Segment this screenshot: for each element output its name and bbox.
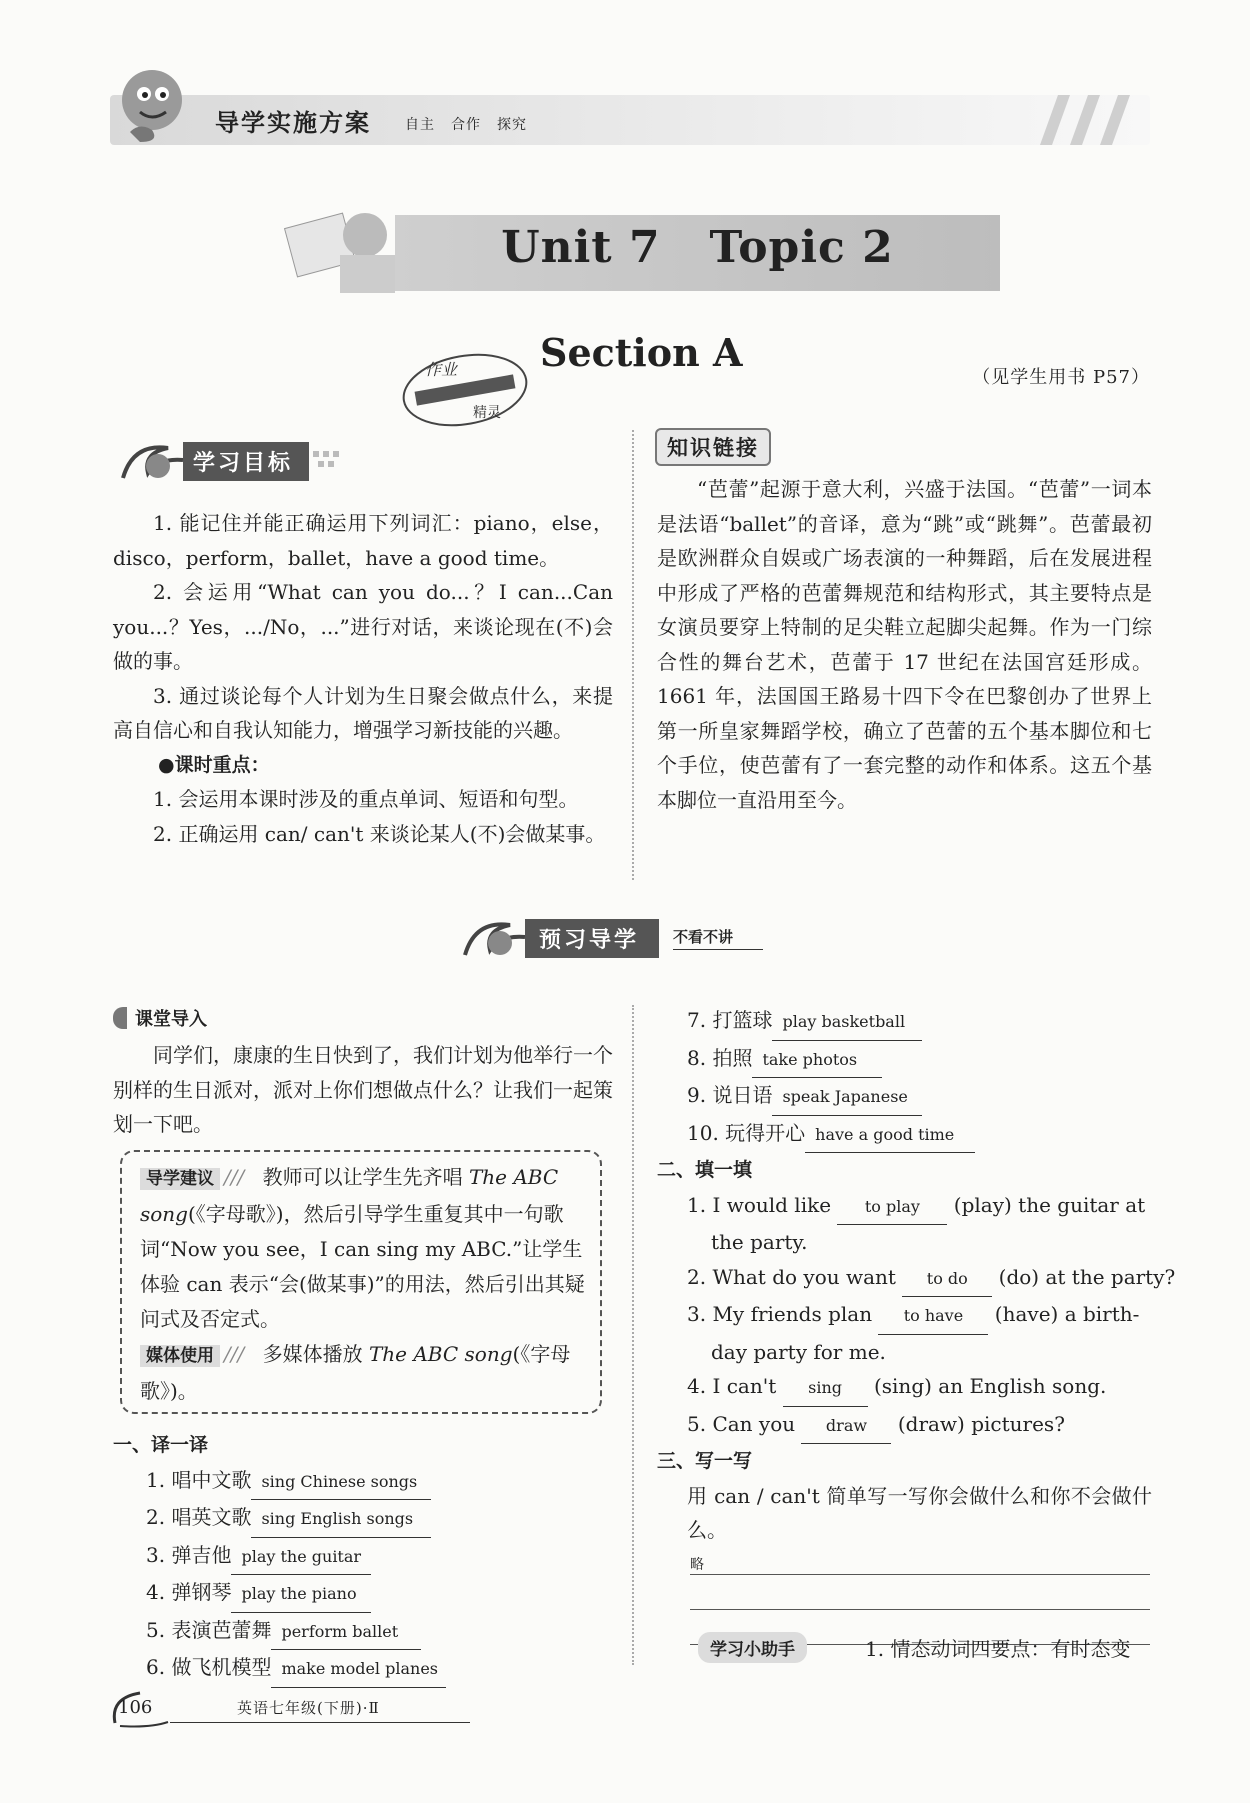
helper-tag: 学习小助手: [698, 1632, 807, 1663]
objectives-heading-label: 学习目标: [183, 442, 309, 481]
right-lower-section: [657, 1003, 1176, 1645]
write-heading: 三、写一写: [657, 1450, 753, 1472]
translate-item: 9. 说日语 speak Japanese: [687, 1078, 1152, 1116]
translate-item: 10. 玩得开心 have a good time: [687, 1116, 1152, 1154]
translate-item: 1. 唱中文歌 sing Chinese songs: [146, 1463, 613, 1501]
knowledge-text: “芭蕾”起源于意大利，兴盛于法国。“芭蕾”一词本是法语“ballet”的音译，意为“跳”或“跳舞”。芭蕾最初是欧洲群众自娱或广场表演的一种舞蹈，后在发展进程中形成了严格的芭蕾舞规范和结构形式，其主要特点是女演员要穿上特制的足尖鞋立起脚尖起舞。作为一门综合性的舞台艺术，芭蕾于 17 世纪在法国宫廷形成。1661 年，法国国王路易十四下令在巴黎创办了世界上第一所皇家舞蹈学校，确立了芭蕾的五个基本脚位和七个手位，使芭蕾有了一套完整的动作和体系。这五个基本脚位一直沿用至今。: [657, 477, 1152, 812]
fill-item: 1. I would like to play (play) the guitar at: [687, 1188, 1152, 1226]
header-subtitle: 自主 合作 探究: [405, 117, 527, 133]
media-tag: 媒体使用: [140, 1345, 220, 1367]
translate-item: 8. 拍照 take photos: [687, 1041, 1152, 1079]
dots-decoration: [313, 451, 353, 471]
write-lines: [657, 1554, 1152, 1645]
footer-line: [170, 1722, 470, 1723]
column-divider: [632, 1005, 634, 1665]
translate-item: 4. 弹钢琴 play the piano: [146, 1575, 613, 1613]
fill-item-cont: the party.: [711, 1230, 808, 1254]
tab-mark-icon: [113, 1007, 127, 1029]
translate-item: 2. 唱英文歌 sing English songs: [146, 1500, 613, 1538]
preview-heading-label: 预习导学: [525, 919, 659, 958]
write-answer: 略: [690, 1556, 704, 1573]
objective-item: 1. 能记住并能正确运用下列词汇：piano，else，disco，perform，ballet，have a good time。: [113, 511, 613, 570]
column-divider: [632, 430, 634, 880]
header-title: 导学实施方案: [215, 109, 371, 137]
unit-title: Unit 7 Topic 2: [501, 222, 894, 273]
homework-stamp-icon: [395, 345, 535, 430]
class-intro-heading: 课堂导入: [113, 1005, 207, 1031]
unit-photo-icon: [280, 200, 400, 295]
key-point-item: 1. 会运用本课时涉及的重点单词、短语和句型。: [153, 787, 579, 811]
objectives-heading: [113, 438, 613, 484]
header-stripes-decoration: [1040, 95, 1150, 145]
translate-item: 7. 打篮球 play basketball: [687, 1003, 1152, 1041]
objectives-body: [113, 506, 613, 851]
section-title: Section A: [540, 330, 743, 375]
fill-item-cont: day party for me.: [711, 1339, 886, 1364]
key-points-heading: ●课时重点：: [158, 753, 270, 776]
translate-heading: 一、译一译: [113, 1434, 209, 1456]
translate-item: 6. 做飞机模型 make model planes: [146, 1650, 613, 1688]
class-intro-text: 同学们，康康的生日快到了，我们计划为他举行一个别样的生日派对，派对上你们想做点什么？让我们一起策划一下吧。: [113, 1043, 613, 1136]
helper-text: 1. 情态动词四要点：有时态变: [865, 1637, 1131, 1661]
guide-text: 导学建议 /// 教师可以让学生先齐唱 The ABC song(《字母歌》)，然后引导学生重复其中一句歌词“Now you see，I can sing my ABC.”让学生体验 can 表示“会(做某事)”的用法，然后引出其疑问式及否定式。 媒体使用 /// 多媒体播放 The ABC song(《字母歌》)。: [140, 1165, 585, 1403]
write-line: [690, 1609, 1150, 1610]
page-number: 106: [118, 1697, 153, 1718]
preview-heading: [455, 915, 763, 961]
guide-tag: 导学建议: [140, 1168, 220, 1190]
stamp-bottom-text: 精灵: [473, 405, 501, 421]
translate-section: [113, 1428, 613, 1688]
mascot-icon: [110, 62, 194, 146]
fill-heading: 二、填一填: [657, 1159, 753, 1181]
fill-item: 3. My friends plan to have (have) a birth-: [687, 1297, 1152, 1335]
fill-item: 2. What do you want to do (do) at the party?: [687, 1260, 1152, 1298]
objective-item: 3. 通过谈论每个人计划为生日聚会做点什么，来提高自信心和自我认知能力，增强学习新技能的兴趣。: [113, 683, 613, 742]
preview-note: 不看不讲: [673, 926, 763, 950]
reference-note: （见学生用书 P57）: [972, 367, 1150, 388]
translate-item: 5. 表演芭蕾舞 perform ballet: [146, 1613, 613, 1651]
fill-item: 4. I can't sing (sing) an English song.: [687, 1369, 1152, 1407]
fill-item: 5. Can you draw (draw) pictures?: [687, 1407, 1152, 1445]
key-point-item: 2. 正确运用 can/ can't 来谈论某人(不)会做某事。: [153, 821, 606, 846]
objective-item: 2. 会运用“What can you do...？I can...Can you...？Yes，.../No，...”进行对话，来谈论现在(不)会做的事。: [113, 580, 613, 673]
translate-item: 3. 弹吉他 play the guitar: [146, 1538, 613, 1576]
write-line: [690, 1574, 1150, 1575]
knowledge-heading: 知识链接: [655, 428, 771, 466]
write-prompt: 用 can / can't 简单写一写你会做什么和你不会做什么。: [687, 1483, 1152, 1542]
footer-book-title: 英语七年级(下册)·Ⅱ: [237, 1699, 380, 1717]
stamp-top-text: 作业: [425, 360, 458, 379]
